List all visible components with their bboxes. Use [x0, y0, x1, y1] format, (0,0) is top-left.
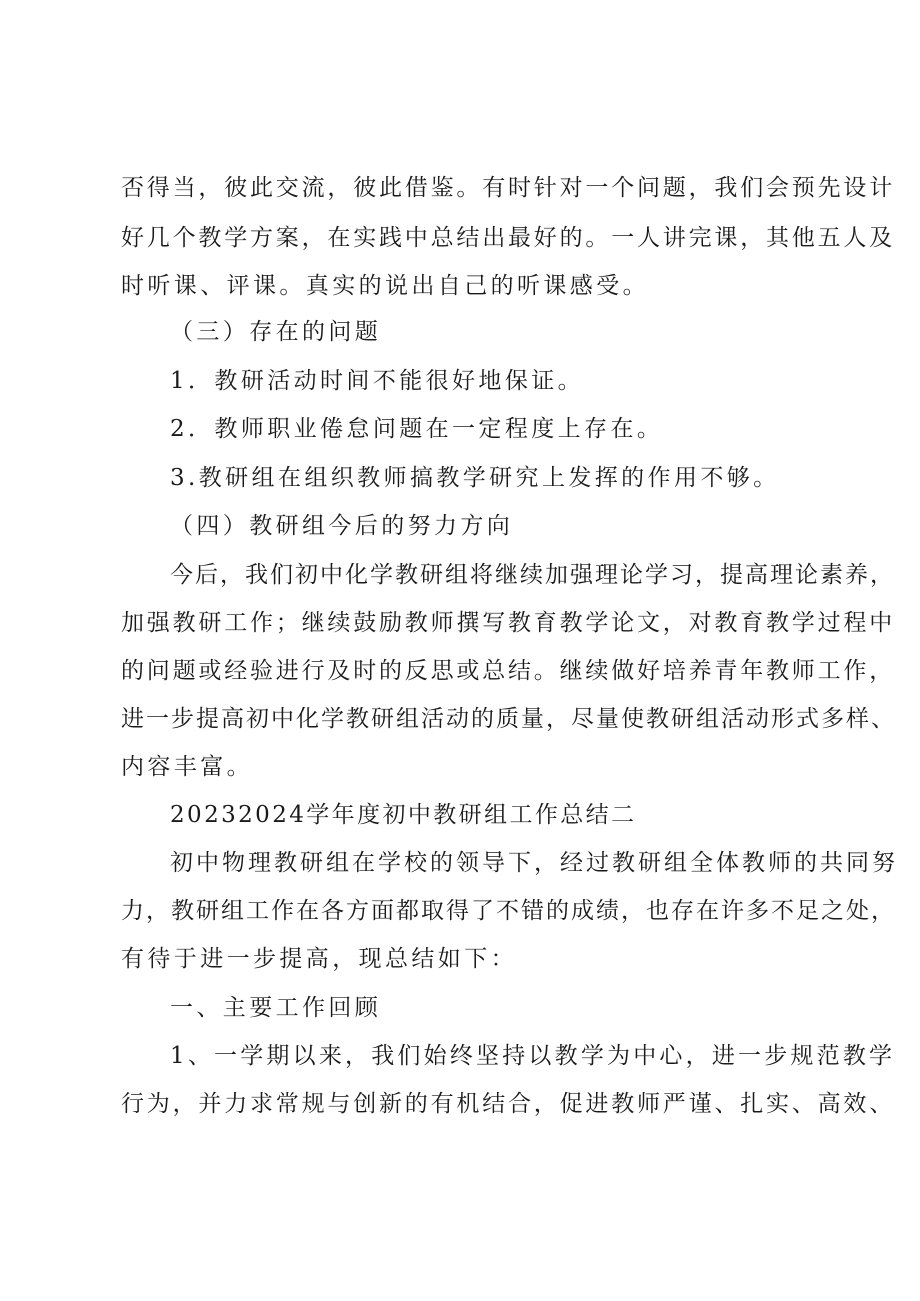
section-heading: 一、主要工作回顾	[170, 995, 382, 1021]
section-heading: （四）教研组今后的努力方向	[170, 513, 514, 539]
paragraph-line: 有待于进一步提高，现总结如下：	[121, 946, 517, 972]
paragraph-line: 行为，并力求常规与创新的有机结合，促进教师严谨、扎实、高效、	[121, 1091, 895, 1117]
section-title: 20232024学年度初中教研组工作总结二	[170, 802, 637, 828]
paragraph-line: 进一步提高初中化学教研组活动的质量，尽量使教研组活动形式多样、	[121, 706, 896, 732]
list-item: 3.教研组在组织教师搞教学研究上发挥的作用不够。	[170, 465, 780, 491]
list-item: 2．教师职业倦怠问题在一定程度上存在。	[170, 416, 664, 442]
paragraph-line: 好几个教学方案，在实践中总结出最好的。一人讲完课，其他五人及	[121, 225, 895, 251]
paragraph-line: 初中物理教研组在学校的领导下，经过教研组全体教师的共同努	[170, 850, 898, 876]
paragraph-line: 今后，我们初中化学教研组将继续加强理论学习，提高理论素养，	[170, 562, 895, 588]
paragraph-line: 时听课、评课。真实的说出自己的听课感受。	[121, 273, 649, 299]
paragraph-line: 否得当，彼此交流，彼此借鉴。有时针对一个问题，我们会预先设计	[121, 175, 895, 201]
paragraph-line: 力，教研组工作在各方面都取得了不错的成绩，也存在许多不足之处，	[121, 898, 896, 924]
paragraph-line: 1、一学期以来，我们始终坚持以教学为中心，进一步规范教学	[170, 1043, 896, 1069]
list-item: 1．教研活动时间不能很好地保证。	[170, 368, 585, 394]
paragraph-line: 内容丰富。	[121, 754, 253, 780]
section-heading: （三）存在的问题	[170, 319, 382, 345]
paragraph-line: 的问题或经验进行及时的反思或总结。继续做好培养青年教师工作，	[121, 658, 895, 684]
paragraph-line: 加强教研工作；继续鼓励教师撰写教育教学论文，对教育教学过程中	[121, 610, 895, 636]
